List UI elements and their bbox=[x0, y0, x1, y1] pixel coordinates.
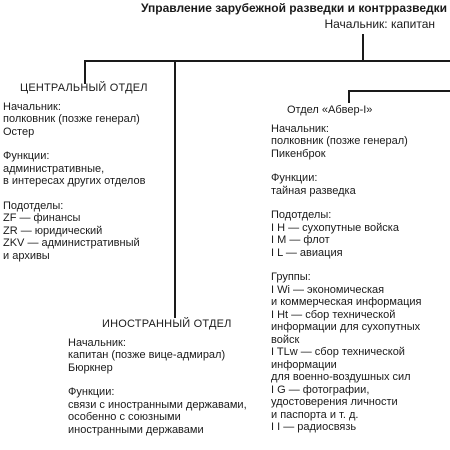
foreign-chief-label: Начальник: bbox=[68, 336, 126, 349]
abwehr-subdivision-il: I L — авиация bbox=[271, 246, 343, 259]
abwehr-group-line: войск bbox=[271, 333, 300, 346]
abwehr-group-line: и коммерческая информация bbox=[271, 296, 422, 308]
abwehr-functions-label: Функции: bbox=[271, 172, 318, 184]
central-subdivision-zkv: ZKV — административный bbox=[3, 237, 140, 249]
central-functions-label: Функции: bbox=[3, 150, 50, 162]
central-chief-label: Начальник: bbox=[3, 100, 61, 113]
abwehr-department-title: Отдел «Абвер-I» bbox=[287, 104, 373, 116]
diagram-title: Управление зарубежной разведки и контрразведки bbox=[141, 1, 447, 15]
abwehr-group-line: и паспорта и т. д. bbox=[271, 408, 359, 421]
abwehr-groups-label: Группы: bbox=[271, 271, 311, 283]
abwehr-group-line: I G — фотографии, bbox=[271, 383, 370, 396]
central-function-line: в интересах других отделов bbox=[3, 175, 146, 187]
abwehr-subdivisions-label: Подотделы: bbox=[271, 209, 332, 221]
central-department-title: ЦЕНТРАЛЬНЫЙ ОТДЕЛ bbox=[20, 82, 148, 94]
abwehr-chief-label: Начальник: bbox=[271, 122, 329, 135]
abwehr-function-line: тайная разведка bbox=[271, 184, 356, 197]
abwehr-chief-rank: полковник (позже генерал) bbox=[271, 135, 408, 147]
abwehr-group-line: информации bbox=[271, 358, 337, 371]
abwehr-group-line: удостоверения личности bbox=[271, 396, 398, 408]
horizontal-connector-abwehr bbox=[348, 90, 450, 92]
foreign-chief-name: Бюркнер bbox=[68, 361, 113, 374]
vertical-connector-foreign bbox=[174, 60, 176, 318]
foreign-function-line: особенно с союзными bbox=[68, 411, 181, 423]
abwehr-group-line: для военно-воздушных сил bbox=[271, 371, 411, 383]
central-chief-rank: полковник (позже генерал) bbox=[3, 113, 140, 125]
central-subdivision-zf: ZF — финансы bbox=[3, 212, 81, 224]
abwehr-subdivision-im: I M — флот bbox=[271, 234, 330, 246]
head-chief-label: Начальник: капитан bbox=[324, 17, 435, 31]
foreign-department-title: ИНОСТРАННЫЙ ОТДЕЛ bbox=[102, 318, 232, 330]
foreign-functions-label: Функции: bbox=[68, 386, 115, 398]
abwehr-department-block bbox=[271, 104, 422, 434]
abwehr-group-line: I Wi — экономическая bbox=[271, 283, 385, 296]
foreign-department-block bbox=[68, 318, 247, 436]
foreign-function-line: иностранными державами bbox=[68, 423, 204, 436]
vertical-connector-head bbox=[362, 34, 364, 61]
central-chief-name: Остер bbox=[3, 125, 35, 138]
foreign-chief-rank: капитан (позже вице-адмирал) bbox=[68, 349, 226, 361]
horizontal-connector-main bbox=[84, 60, 450, 62]
central-subdivision-archives: и архивы bbox=[3, 249, 50, 262]
abwehr-group-line: информации для сухопутных bbox=[271, 321, 421, 333]
foreign-function-line: связи с иностранными державами, bbox=[68, 398, 247, 411]
abwehr-group-line: I TLw — сбор технической bbox=[271, 346, 405, 358]
abwehr-subdivision-ih: I H — сухопутные войска bbox=[271, 221, 399, 234]
central-function-line: административные, bbox=[3, 162, 105, 175]
central-subdivision-zr: ZR — юридический bbox=[3, 224, 103, 237]
abwehr-group-line: I I — радиосвязь bbox=[271, 421, 357, 433]
abwehr-chief-name: Пикенброк bbox=[271, 147, 326, 160]
central-department-block bbox=[3, 82, 148, 262]
central-subdivisions-label: Подотделы: bbox=[3, 199, 64, 212]
abwehr-group-line: I Ht — сбор технической bbox=[271, 308, 396, 321]
vertical-connector-central bbox=[84, 60, 86, 84]
vertical-connector-abwehr bbox=[348, 90, 350, 103]
